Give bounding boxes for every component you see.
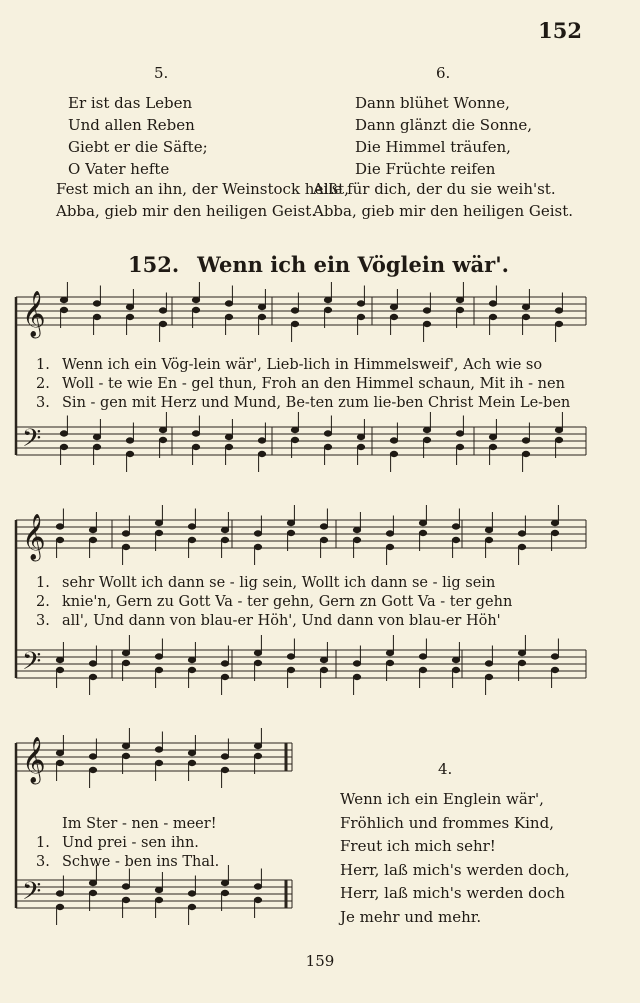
note-head: [188, 904, 195, 909]
note-head: [291, 427, 298, 432]
verse-line: Freut ich mich sehr!: [340, 837, 496, 855]
note-head: [258, 314, 265, 319]
note-head: [452, 537, 459, 542]
note-head: [551, 654, 558, 659]
note-head: [56, 891, 63, 896]
note-head: [456, 431, 463, 436]
note-head: [126, 304, 133, 309]
note-head: [122, 743, 129, 748]
note-head: [452, 657, 459, 662]
verse-line: Fröhlich und frommes Kind,: [340, 813, 554, 832]
note-head: [518, 544, 525, 549]
note-head: [324, 297, 331, 302]
note-head: [89, 880, 96, 885]
note-head: [192, 307, 199, 312]
note-head: [254, 884, 261, 889]
verse-line: Dann blühet Wonne,: [355, 94, 510, 112]
note-head: [89, 890, 96, 895]
verse-line: Je mehr und mehr.: [340, 907, 482, 926]
refrain-line: Abba, gieb mir den heiligen Geist.: [313, 202, 574, 220]
verse-line: Wenn ich ein Englein wär',: [340, 790, 544, 808]
lyric-line: 2. Woll - te wie En - gel thun, Froh an den Himmel schaun, Mit ih - nen: [36, 376, 565, 392]
verse-line: Herr, laß mich's werden doch,: [340, 860, 570, 879]
note-head: [287, 654, 294, 659]
note-head: [126, 438, 133, 443]
note-head: [419, 520, 426, 525]
note-head: [423, 437, 430, 442]
lyric-line: 1. sehr Wollt ich dann se - lig sein, Wollt ich dann se - lig sein: [36, 575, 496, 591]
note-head: [56, 657, 63, 662]
note-head: [126, 451, 133, 456]
note-head: [122, 650, 129, 655]
note-head: [485, 537, 492, 542]
hymn-title: Wenn ich ein Vöglein wär'.: [197, 252, 509, 277]
note-head: [56, 524, 63, 529]
note-head: [188, 750, 195, 755]
note-head: [155, 760, 162, 765]
note-head: [485, 661, 492, 666]
system-1-lyrics: [36, 356, 570, 413]
lyric-line: 1. Und prei - sen ihn.: [36, 835, 199, 851]
note-head: [254, 650, 261, 655]
note-head: [122, 897, 129, 902]
note-head: [258, 451, 265, 456]
note-head: [386, 660, 393, 665]
note-head: [254, 660, 261, 665]
note-head: [353, 537, 360, 542]
note-head: [254, 544, 261, 549]
note-head: [221, 880, 228, 885]
note-head: [258, 438, 265, 443]
note-head: [89, 767, 96, 772]
note-head: [89, 661, 96, 666]
note-head: [518, 531, 525, 536]
note-head: [522, 438, 529, 443]
note-head: [555, 427, 562, 432]
note-head: [287, 520, 294, 525]
note-head: [122, 660, 129, 665]
lyric-line: Im Ster - nen - meer!: [62, 816, 217, 832]
note-head: [485, 674, 492, 679]
note-head: [456, 307, 463, 312]
note-head: [221, 754, 228, 759]
refrain-line: Abba, gieb mir den heiligen Geist.: [56, 202, 317, 220]
note-head: [221, 527, 228, 532]
note-head: [390, 438, 397, 443]
note-head: [291, 308, 298, 313]
bass-clef-icon: 𝄢: [22, 647, 42, 682]
note-head: [221, 674, 228, 679]
note-head: [155, 747, 162, 752]
bass-clef-icon: 𝄢: [22, 877, 42, 912]
note-head: [291, 437, 298, 442]
note-head: [353, 674, 360, 679]
note-head: [192, 444, 199, 449]
refrain-line: Fest mich an ihn, der Weinstock heißt,: [56, 180, 349, 198]
note-head: [254, 743, 261, 748]
note-head: [225, 314, 232, 319]
note-head: [60, 431, 67, 436]
note-head: [551, 667, 558, 672]
note-head: [122, 884, 129, 889]
note-head: [122, 531, 129, 536]
verse-4-lines: [340, 788, 570, 929]
note-head: [155, 667, 162, 672]
note-head: [357, 314, 364, 319]
note-head: [188, 537, 195, 542]
note-head: [390, 304, 397, 309]
system-3-lyrics: [36, 815, 219, 872]
lyric-line: 1. Wenn ich ein Vög-lein wär', Lieb-lich in Himmelsweif', Ach wie so: [36, 357, 543, 373]
note-head: [489, 314, 496, 319]
verse-line: Die Himmel träufen,: [355, 138, 511, 156]
note-head: [555, 437, 562, 442]
treble-clef-icon: 𝄞: [22, 514, 46, 560]
note-head: [60, 297, 67, 302]
note-head: [93, 444, 100, 449]
note-head: [155, 887, 162, 892]
note-head: [489, 434, 496, 439]
note-head: [320, 667, 327, 672]
note-head: [159, 427, 166, 432]
note-head: [60, 307, 67, 312]
note-head: [419, 654, 426, 659]
note-head: [89, 674, 96, 679]
note-head: [188, 667, 195, 672]
lyric-line: 3. all', Und dann von blau-er Höh', Und dann von blau-er Höh': [36, 613, 501, 629]
note-head: [122, 753, 129, 758]
note-head: [423, 321, 430, 326]
note-head: [56, 750, 63, 755]
note-head: [155, 520, 162, 525]
note-head: [390, 314, 397, 319]
verse-4-number: 4.: [438, 760, 453, 778]
note-head: [320, 537, 327, 542]
note-head: [221, 767, 228, 772]
note-head: [324, 444, 331, 449]
note-head: [386, 650, 393, 655]
note-head: [155, 897, 162, 902]
note-head: [221, 890, 228, 895]
note-head: [122, 544, 129, 549]
note-head: [56, 904, 63, 909]
note-head: [489, 444, 496, 449]
note-head: [56, 760, 63, 765]
note-head: [390, 451, 397, 456]
note-head: [320, 524, 327, 529]
note-head: [159, 321, 166, 326]
note-head: [419, 530, 426, 535]
note-head: [254, 897, 261, 902]
note-head: [155, 530, 162, 535]
system-2-lyrics: [36, 574, 512, 631]
note-head: [221, 537, 228, 542]
lyric-line: 3. Schwe - ben ins Thal.: [36, 854, 220, 870]
note-head: [188, 891, 195, 896]
verse-line: Er ist das Leben: [68, 94, 193, 112]
note-head: [188, 760, 195, 765]
note-head: [518, 650, 525, 655]
note-head: [258, 304, 265, 309]
note-head: [89, 754, 96, 759]
note-head: [555, 321, 562, 326]
note-head: [522, 304, 529, 309]
note-head: [456, 444, 463, 449]
hymn-number: 152.: [128, 252, 180, 277]
verse-6-number: 6.: [436, 64, 451, 82]
note-head: [192, 431, 199, 436]
note-head: [93, 314, 100, 319]
note-head: [518, 660, 525, 665]
note-head: [287, 530, 294, 535]
note-head: [225, 301, 232, 306]
note-head: [320, 657, 327, 662]
note-head: [324, 307, 331, 312]
note-head: [423, 427, 430, 432]
note-head: [188, 657, 195, 662]
note-head: [353, 661, 360, 666]
verse-line: O Vater hefte: [68, 160, 170, 178]
note-head: [423, 308, 430, 313]
note-head: [324, 431, 331, 436]
note-head: [254, 753, 261, 758]
treble-clef-icon: 𝄞: [22, 291, 46, 337]
note-head: [357, 434, 364, 439]
note-head: [89, 537, 96, 542]
note-head: [353, 527, 360, 532]
note-head: [485, 527, 492, 532]
note-head: [489, 301, 496, 306]
refrain-line: Alle für dich, der du sie weih'st.: [313, 180, 556, 198]
note-head: [155, 654, 162, 659]
note-head: [287, 667, 294, 672]
note-head: [555, 308, 562, 313]
note-head: [254, 531, 261, 536]
note-head: [357, 301, 364, 306]
treble-clef-icon: 𝄞: [22, 737, 46, 783]
note-head: [419, 667, 426, 672]
note-head: [60, 444, 67, 449]
lyric-line: 2. knie'n, Gern zu Gott Va - ter gehn, Gern zn Gott Va - ter gehn: [36, 594, 513, 610]
verse-5-number: 5.: [154, 64, 169, 82]
note-head: [386, 531, 393, 536]
note-head: [357, 444, 364, 449]
note-head: [225, 444, 232, 449]
note-head: [89, 527, 96, 532]
note-head: [522, 314, 529, 319]
note-head: [159, 437, 166, 442]
note-head: [188, 524, 195, 529]
note-head: [93, 301, 100, 306]
note-head: [159, 308, 166, 313]
note-head: [56, 537, 63, 542]
footer-page-number: 159: [305, 952, 335, 970]
note-head: [192, 297, 199, 302]
note-head: [452, 667, 459, 672]
note-head: [551, 520, 558, 525]
bass-clef-icon: 𝄢: [22, 424, 42, 459]
note-head: [522, 451, 529, 456]
note-head: [291, 321, 298, 326]
note-head: [126, 314, 133, 319]
verse-line: Giebt er die Säfte;: [68, 138, 208, 156]
note-head: [93, 434, 100, 439]
note-head: [452, 524, 459, 529]
page-number: 152: [538, 18, 582, 43]
note-head: [225, 434, 232, 439]
note-head: [56, 667, 63, 672]
note-head: [386, 544, 393, 549]
verse-line: Die Früchte reifen: [355, 160, 496, 178]
note-head: [221, 661, 228, 666]
verse-line: Herr, laß mich's werden doch: [340, 884, 565, 902]
verse-line: Und allen Reben: [68, 116, 195, 134]
lyric-line: 3. Sin - gen mit Herz und Mund, Be-ten zum lie-ben Christ Mein Le-ben: [36, 395, 571, 411]
note-head: [456, 297, 463, 302]
note-head: [551, 530, 558, 535]
verse-line: Dann glänzt die Sonne,: [355, 116, 533, 134]
